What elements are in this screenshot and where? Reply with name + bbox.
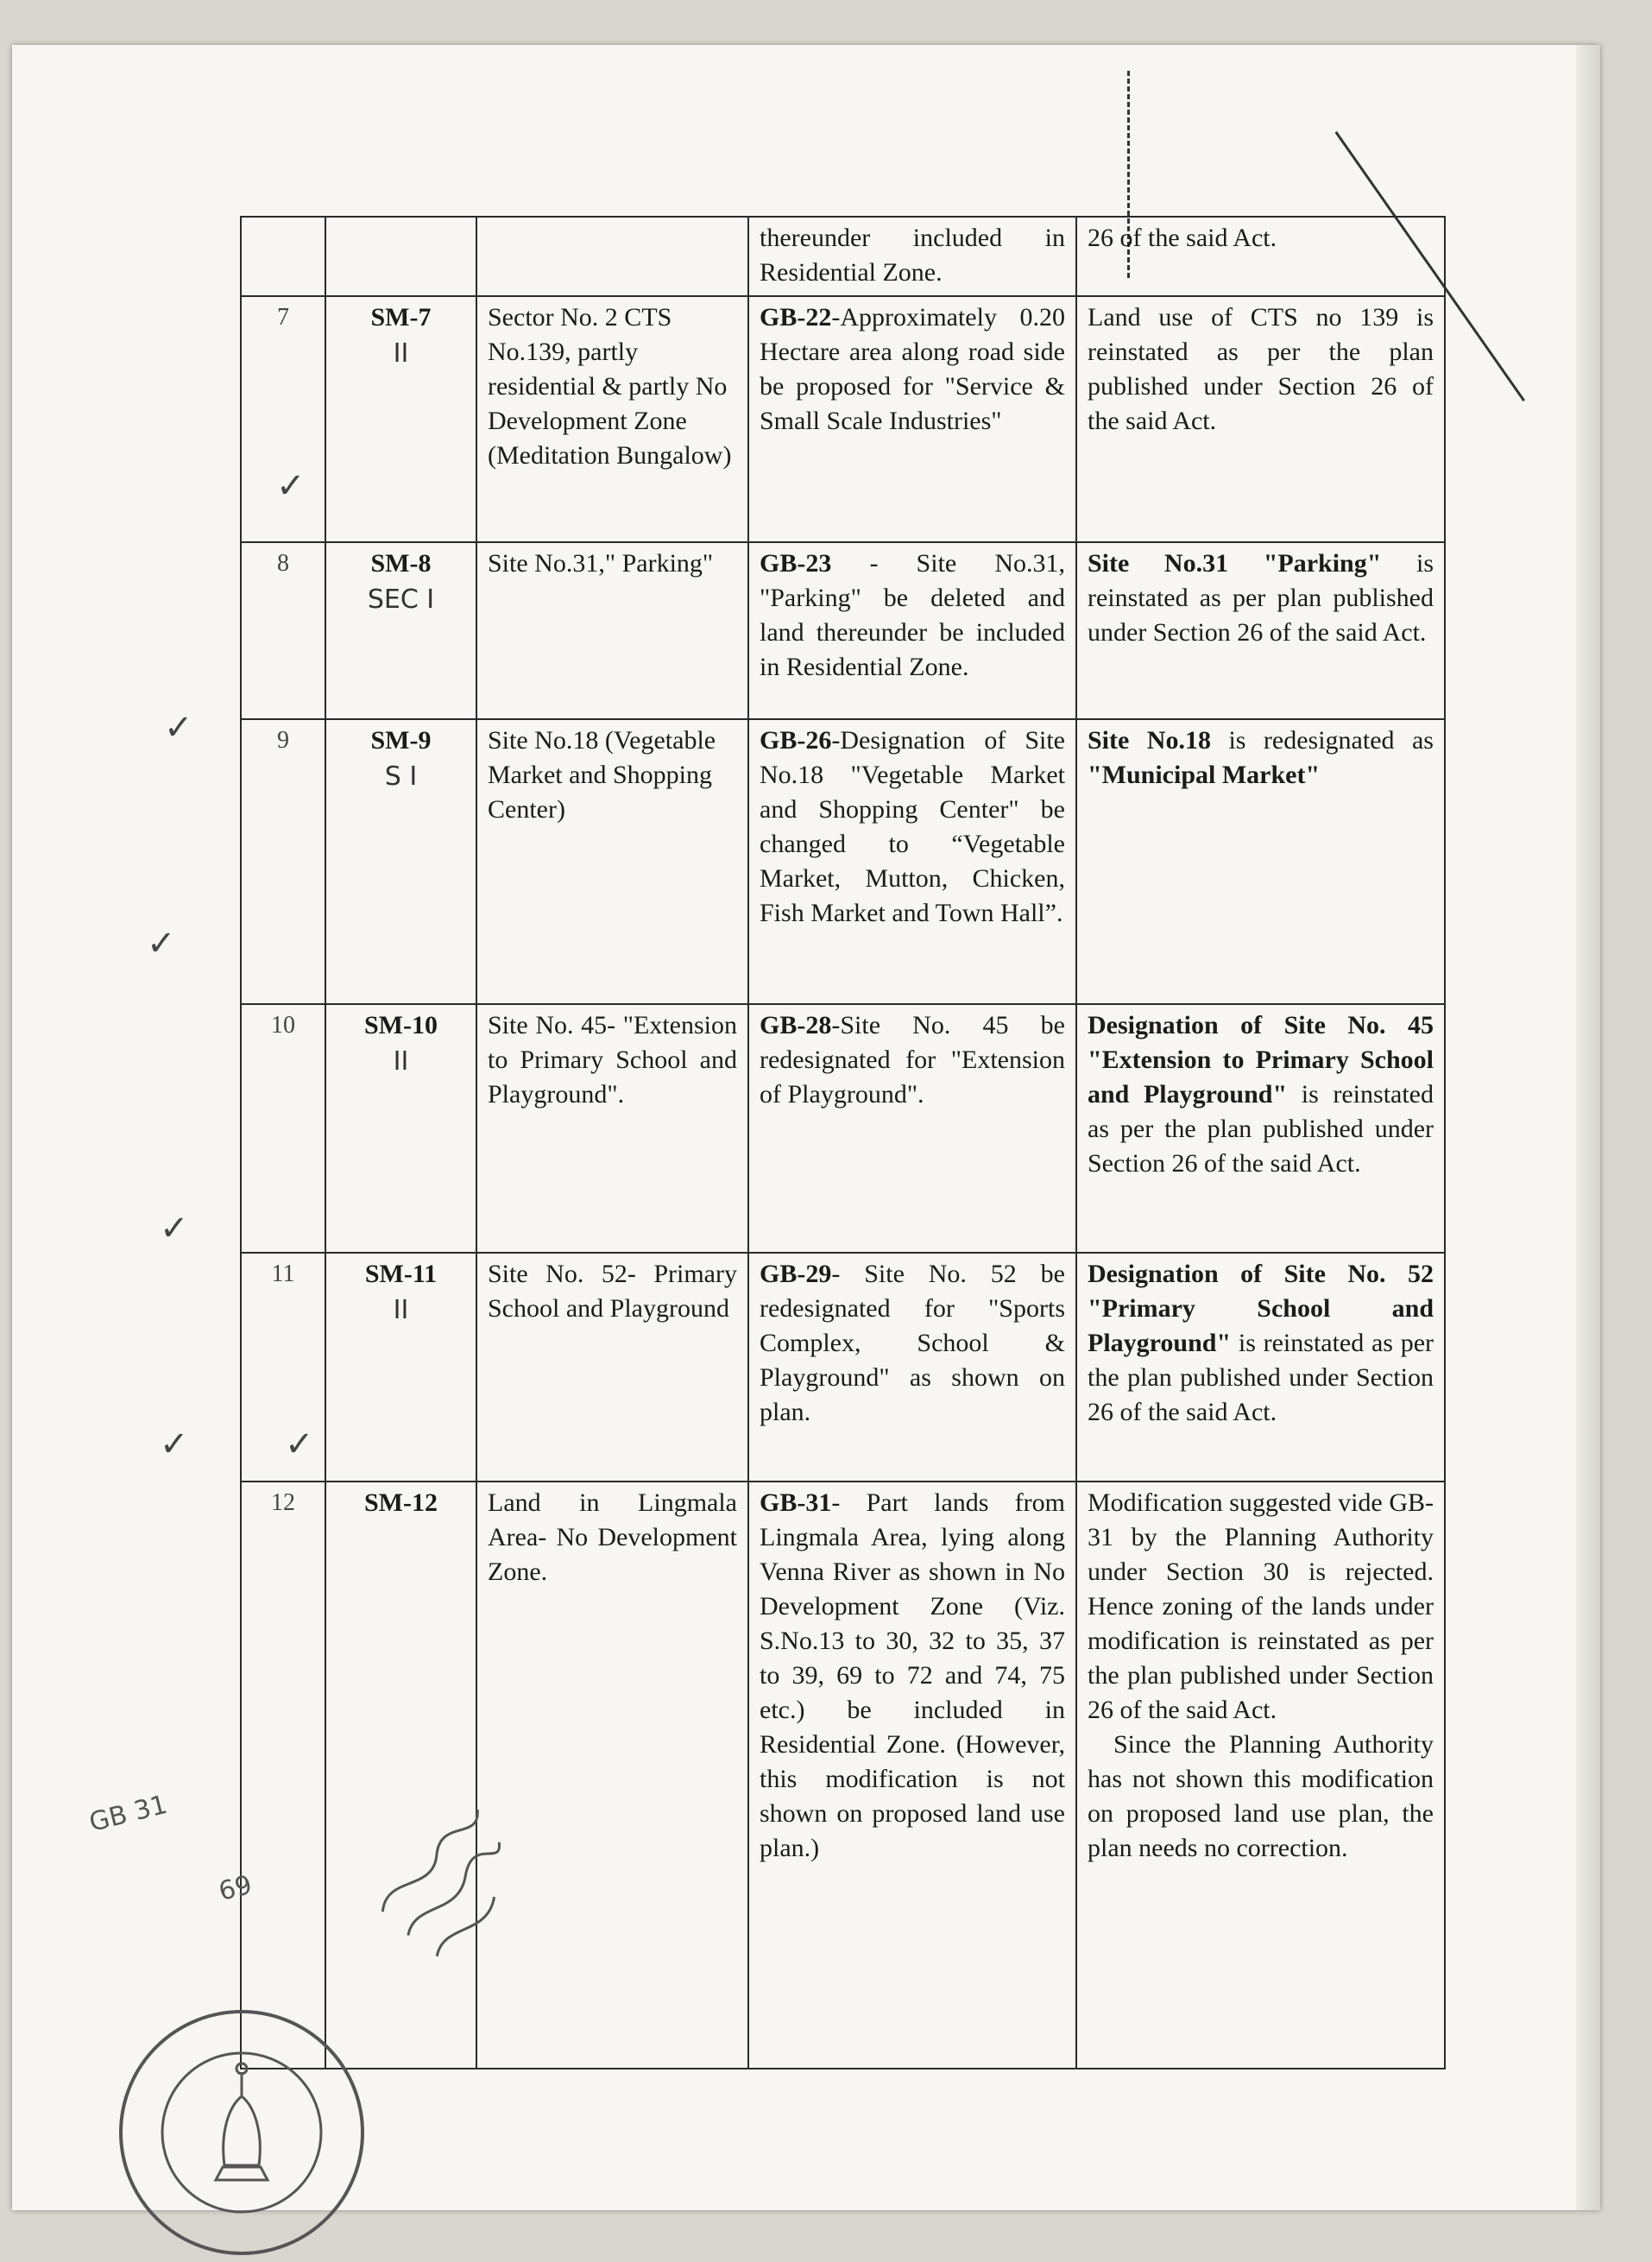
modification-cell [748,1482,1076,2069]
suggestion-code: SM-10 [364,1011,438,1039]
decision-text: is reinstated as per plan published under Section 26 of the said Act. [1088,549,1434,647]
description-cell: Land in Lingmala Area- No Development Zone. [476,1482,748,2069]
handwritten-sector-note: S I [384,761,418,792]
modification-cell [748,1004,1076,1253]
suggestion-code-cell [325,217,476,296]
serial-number-cell: 11 [241,1253,325,1482]
gb-code: GB-31 [760,1488,832,1517]
new-designation: "Municipal Market" [1088,761,1321,789]
table-row [241,719,1445,1004]
serial-number-cell: 7 [241,296,325,542]
decision-second-paragraph: Since the Planning Authority has not shown this modification on proposed land use plan, the plan needs no correction. [1088,1730,1434,1862]
modification-cell [748,542,1076,719]
modification-text: - Site No.31, "Parking" be deleted and land thereunder be included in Residential Zone. [760,549,1065,681]
description-cell: Site No.18 (Vegetable Market and Shopping Center) [476,719,748,1004]
decision-cell: 26 of the said Act. [1076,217,1445,296]
modification-text: -Approximately 0.20 Hectare area along road side be proposed for "Service & Small Scale Industries" [760,303,1065,435]
modification-text: - Site No. 52 be redesignated for "Sports Complex, School & Playground" as shown on plan. [760,1260,1065,1426]
description-cell: Site No.31," Parking" [476,542,748,719]
decision-cell [1076,1004,1445,1253]
handwritten-sector-note: II [393,1046,409,1077]
decision-cell [1076,1253,1445,1482]
suggestion-code: SM-11 [364,1260,438,1288]
gb-code: GB-28 [760,1011,832,1039]
check-mark-icon: ✓ [160,1209,189,1248]
modification-text: -Site No. 45 be redesignated for "Extension of Playground". [760,1011,1065,1109]
gb-code: GB-29 [760,1260,832,1288]
check-mark-icon: ✓ [160,1425,189,1464]
modification-cell [748,296,1076,542]
table-row [241,1004,1445,1253]
check-mark-icon: ✓ [285,1425,314,1464]
page-edge [1576,45,1600,2210]
site-designation: Designation of Site No. 52 "Primary School and Playground" [1088,1260,1434,1357]
table-row [241,1482,1445,2069]
gb-code: GB-26 [760,726,832,755]
description-cell: Site No. 45- "Extension to Primary School and Playground". [476,1004,748,1253]
serial-number-cell: 12 [241,1482,325,2069]
table-row [241,217,1445,296]
decision-text: Modification suggested vide GB-31 by the Planning Authority under Section 30 is rejected. Hence zoning of the lands under modification is reinstated as per the plan published under Section 26 of the said Act. [1088,1488,1434,1724]
decision-cell [1076,1482,1445,2069]
handwritten-margin-note: 69 [216,1869,255,1907]
table-row [241,542,1445,719]
serial-number-cell [241,217,325,296]
suggestion-code-cell [325,296,476,542]
decision-cell [1076,542,1445,719]
decision-cell [1076,719,1445,1004]
suggestion-code: SM-8 [370,549,432,578]
modification-cell: thereunder included in Residential Zone. [748,217,1076,296]
gb-code: GB-23 [760,549,832,578]
serial-number-cell: 8 [241,542,325,719]
decision-text: is reinstated as per the plan published under Section 26 of the said Act. [1088,1080,1434,1178]
modification-table [240,216,1446,2069]
table-row [241,296,1445,542]
decision-text: is reinstated as per the plan published under Section 26 of the said Act. [1088,1329,1434,1426]
description-cell [476,217,748,296]
modification-cell [748,719,1076,1004]
handwritten-sector-note: SEC I [367,584,435,615]
handwritten-sector-note: II [393,1295,409,1325]
site-name: Site No.18 [1088,726,1211,755]
suggestion-code: SM-9 [370,726,432,755]
check-mark-icon: ✓ [164,708,193,748]
modification-text: -Designation of Site No.18 "Vegetable Market and Shopping Center" be changed to “Vegetable Market, Mutton, Chicken, Fish Market and Town Hall”. [760,726,1065,927]
serial-number-cell: 9 [241,719,325,1004]
decision-cell: Land use of CTS no 139 is reinstated as per the plan published under Section 26 of the said Act. [1076,296,1445,542]
handwritten-sector-note: II [393,338,409,369]
description-cell: Sector No. 2 CTS No.139, partly residential & partly No Development Zone (Meditation Bungalow) [476,296,748,542]
suggestion-code: SM-7 [370,303,432,332]
site-designation: Designation of Site No. 45 "Extension to Primary School and Playground" [1088,1011,1434,1109]
suggestion-code-cell [325,1004,476,1253]
handwritten-margin-note: GB 31 [86,1789,171,1838]
modification-cell [748,1253,1076,1482]
site-name: Site No.31 "Parking" [1088,549,1382,578]
suggestion-code-cell [325,719,476,1004]
suggestion-code: SM-12 [364,1488,438,1517]
table-row [241,1253,1445,1482]
suggestion-code-cell [325,1253,476,1482]
serial-number-cell: 10 [241,1004,325,1253]
check-mark-icon: ✓ [147,924,176,964]
official-seal-icon [112,2003,371,2262]
modification-text: - Part lands from Lingmala Area, lying along Venna River as shown in No Development Zone (Viz. S.No.13 to 30, 32 to 35, 37 to 39, 69 to 72 and 74, 75 etc.) be included in Residential Zone. (However, this modification is not shown on proposed land use plan.) [760,1488,1065,1862]
description-cell: Site No. 52- Primary School and Playground [476,1253,748,1482]
suggestion-code-cell [325,542,476,719]
gb-code: GB-22 [760,303,832,332]
check-mark-icon: ✓ [276,466,306,506]
decision-text: is redesignated as [1210,726,1434,755]
